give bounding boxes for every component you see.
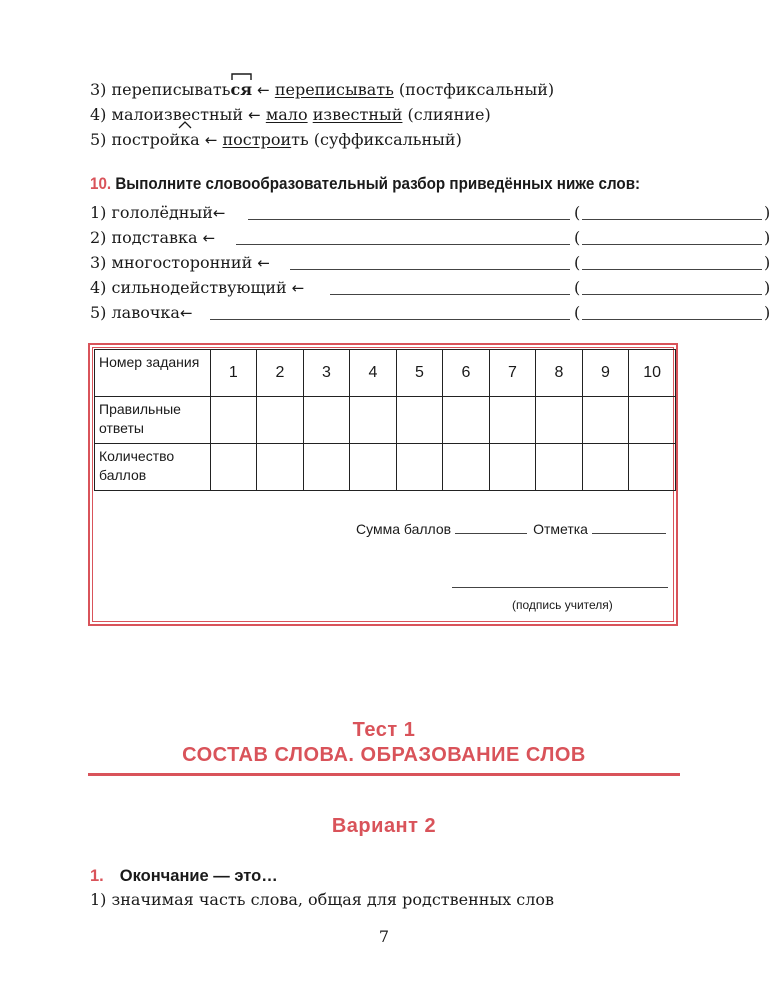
variant-title: Вариант 2: [331, 815, 437, 837]
page-number: 7: [378, 927, 390, 946]
points-cell[interactable]: [443, 444, 490, 491]
sum-field[interactable]: [455, 533, 527, 534]
task-10-item-1: 1) гололёдный← ( ): [90, 203, 770, 222]
points-cell[interactable]: [303, 444, 350, 491]
answer-line[interactable]: [210, 319, 570, 320]
answer-line[interactable]: [236, 244, 570, 245]
row-header-points: Количество баллов: [95, 444, 211, 491]
task-10-item-3: 3) многосторонний ← ( ): [90, 253, 770, 272]
derivation-arrow: ←: [257, 81, 270, 99]
postfix-bracket-icon: [231, 73, 253, 81]
answer-cell[interactable]: [210, 397, 257, 444]
example-4: 4) малоизвестный ← мало известный (слияние): [90, 105, 491, 124]
points-cell[interactable]: [257, 444, 304, 491]
points-cell[interactable]: [210, 444, 257, 491]
derivation-arrow: ←: [204, 131, 218, 149]
answer-cell[interactable]: [303, 397, 350, 444]
answer-line[interactable]: [248, 219, 570, 220]
answer-cell[interactable]: [350, 397, 397, 444]
method-line[interactable]: [582, 319, 762, 320]
signature-caption: (подпись учителя): [512, 598, 613, 612]
method-line[interactable]: [582, 294, 762, 295]
points-cell[interactable]: [629, 444, 676, 491]
heading-rule: [88, 773, 680, 776]
points-cell[interactable]: [396, 444, 443, 491]
derivation-arrow: ←: [248, 106, 261, 124]
points-cell[interactable]: [350, 444, 397, 491]
answer-cell[interactable]: [582, 397, 629, 444]
task-10-item-5: 5) лавочка← ( ): [90, 303, 770, 322]
points-cell[interactable]: [582, 444, 629, 491]
test-title: СОСТАВ СЛОВА. ОБРАЗОВАНИЕ СЛОВ: [182, 744, 586, 766]
score-table: [94, 349, 676, 491]
table-row: [95, 444, 676, 491]
suffix-cap-icon: [178, 121, 192, 129]
answer-cell[interactable]: [257, 397, 304, 444]
example-3: 3) переписывать ся ← переписывать (постфиксальный): [90, 79, 554, 101]
task-10-title: 10. Выполните словообразовательный разбор приведённых ниже слов:: [90, 175, 641, 193]
suffix-mark: к: [180, 129, 190, 151]
test-number: Тест 1: [352, 719, 416, 741]
answer-cell[interactable]: [536, 397, 583, 444]
method-line[interactable]: [582, 244, 762, 245]
answer-line[interactable]: [290, 269, 570, 270]
grade-field[interactable]: [592, 533, 666, 534]
answer-cell[interactable]: [443, 397, 490, 444]
answer-cell[interactable]: [396, 397, 443, 444]
row-header-task-number: Номер задания: [95, 350, 211, 397]
signature-field[interactable]: [452, 587, 668, 588]
example-5: 5) построй ка ← построить (суффиксальный): [90, 129, 462, 151]
task-10-item-4: 4) сильнодействующий ← ( ): [90, 278, 770, 297]
postfix-mark: ся: [231, 79, 253, 101]
points-cell[interactable]: [536, 444, 583, 491]
answer-cell[interactable]: [489, 397, 536, 444]
answer-line[interactable]: [330, 294, 570, 295]
question-1-option-1: 1) значимая часть слова, общая для родственных слов: [90, 890, 555, 909]
sum-and-grade: Сумма баллов Отметка: [356, 521, 666, 537]
answer-cell[interactable]: [629, 397, 676, 444]
task-10-item-2: 2) подставка ← ( ): [90, 228, 770, 247]
method-line[interactable]: [582, 269, 762, 270]
table-row: Номер задания 1 2 3 4 5 6 7 8 9 10: [95, 350, 676, 397]
question-1: 1. Окончание — это…: [90, 867, 278, 885]
score-frame: [88, 343, 678, 626]
method-line[interactable]: [582, 219, 762, 220]
table-row: [95, 397, 676, 444]
row-header-correct-answers: Правильные ответы: [95, 397, 211, 444]
points-cell[interactable]: [489, 444, 536, 491]
